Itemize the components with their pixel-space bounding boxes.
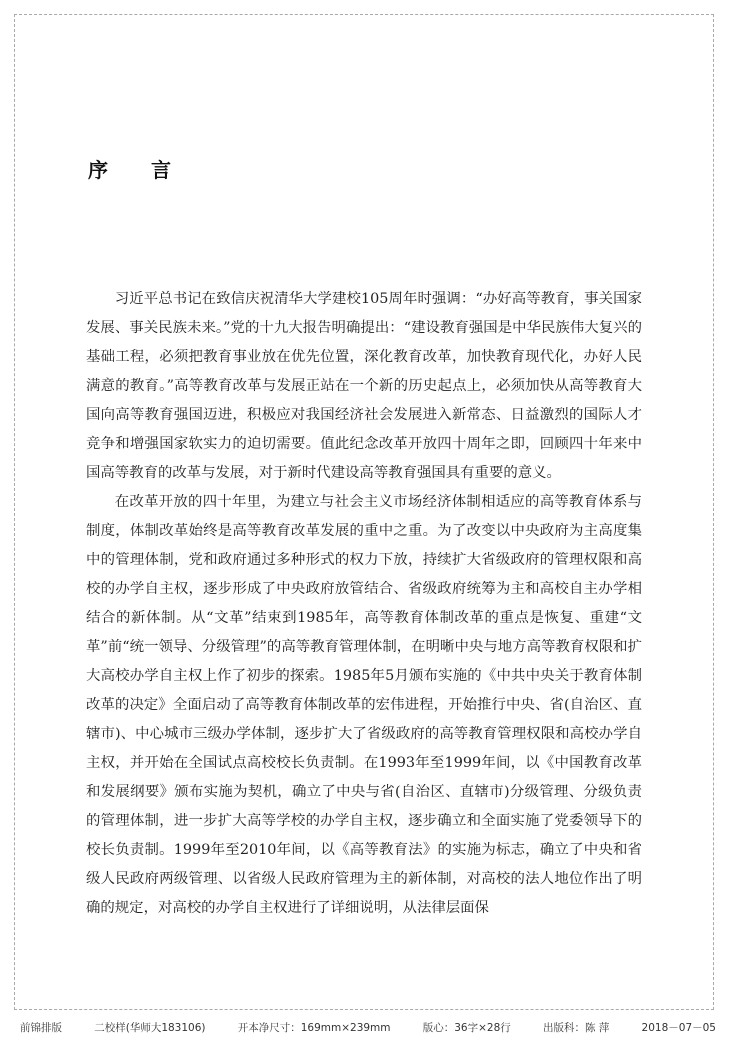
paragraph-1: 习近平总书记在致信庆祝清华大学建校105周年时强调：“办好高等教育，事关国家发展、事关民族未来。”党的十九大报告明确提出：“建设教育强国是中华民族伟大复兴的基础工程，必须把教育事业放在优先位置，深化教育改革，加快教育现代化，办好人民满意的教育。”高等教育改革与发展正站在一个新的历史起点上，必须加快从高等教育大国向高等教育强国迈进，积极应对我国经济社会发展进入新常态、日益激烈的国际人才竞争和增强国家软实力的迫切需要。值此纪念改革开放四十周年之即，回顾四十年来中国高等教育的改革与发展，对于新时代建设高等教育强国具有重要的意义。 xyxy=(86,291,642,481)
footer-trim-size: 开本净尺寸：169mm×239mm xyxy=(237,1021,391,1034)
footer-date: 2018－07－05 xyxy=(641,1021,716,1034)
footer-type-area: 版心：36字×28行 xyxy=(422,1021,511,1034)
footer-proof-stage: 二校样(华师大183106) xyxy=(94,1021,206,1034)
footer-publishing-dept: 出版科：陈 萍 xyxy=(542,1021,610,1034)
print-footer xyxy=(20,1018,716,1036)
footer-typesetter: 前锦排版 xyxy=(20,1021,62,1034)
body-text xyxy=(86,285,642,923)
page-title: 序 言 xyxy=(88,158,189,182)
paragraph-2: 在改革开放的四十年里，为建立与社会主义市场经济体制相适应的高等教育体系与制度，体制改革始终是高等教育改革发展的重中之重。为了改变以中央政府为主高度集中的管理体制，党和政府通过多种形式的权力下放，持续扩大省级政府的管理权限和高校的办学自主权，逐步形成了中央政府放管结合、省级政府统筹为主和高校自主办学相结合的新体制。从“文革”结束到1985年，高等教育体制改革的重点是恢复、重建“文革”前“统一领导、分级管理”的高等教育管理体制，在明晰中央与地方高等教育权限和扩大高校办学自主权上作了初步的探索。1985年5月颁布实施的《中共中央关于教育体制改革的决定》全面启动了高等教育体制改革的宏伟进程，开始推行中央、省(自治区、直辖市)、中心城市三级办学体制，逐步扩大了省级政府的高等教育管理权限和高校办学自主权，并开始在全国试点高校校长负责制。在1993年至1999年间，以《中国教育改革和发展纲要》颁布实施为契机，确立了中央与省(自治区、直辖市)分级管理、分级负责的管理体制，进一步扩大高等学校的办学自主权，逐步确立和全面实施了党委领导下的校长负责制。1999年至2010年间，以《高等教育法》的实施为标志，确立了中央和省级人民政府两级管理、以省级人民政府管理为主的新体制，对高校的法人地位作出了明确的规定，对高校的办学自主权进行了详细说明，从法律层面保 xyxy=(86,494,642,916)
